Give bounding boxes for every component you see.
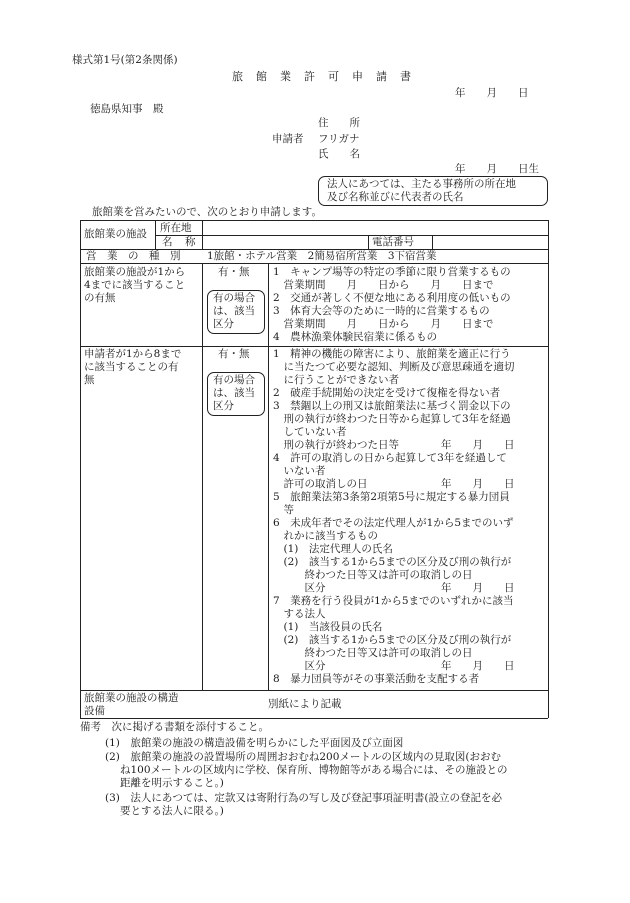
- q2-bracket-text: 有の場合 は、該当 区分: [213, 374, 255, 412]
- remark-item-2-cont1: ね100メートルの区域内に学校、保育所、博物館等がある場合には、その施設との: [120, 764, 508, 776]
- remark-item-3-cont: 要とする法人に限る。): [120, 805, 224, 817]
- remark-item-1: (1) 旅館業の施設の構造設備を明らかにした平面図及び立面図: [105, 737, 404, 749]
- remark-item-3: (3) 法人にあつては、定款又は寄附行為の写し及び登記事項証明書(設立の登記を必: [105, 792, 502, 804]
- business-type-value: 1旅館・ホテル営業 2簡易宿所営業 3下宿営業: [207, 250, 437, 262]
- phone-label: 電話番号: [372, 236, 414, 248]
- applicant-label: 申請者: [272, 133, 304, 145]
- structure-value: 別紙により記載: [268, 698, 342, 710]
- intro-text: 旅館業を営みたいので、次のとおり申請します。: [92, 206, 322, 218]
- business-type-label: 営 業 の 種 別: [86, 250, 181, 262]
- q1-label: 旅館業の施設が1から 4までに該当すること の有無: [84, 266, 186, 304]
- facility-name-label: 名 称: [162, 236, 197, 248]
- q2-items: 1 精神の機能の障害により、旅館業を適正に行う に当たつて必要な認知、判断及び意思疎通を適切 に行うことができない者 2 破産手続開始の決定を受けて復権を得ない者 3 禁錮以上の刑又は旅館業法に基づく罰金以下の 刑の執行が終わつた日等から起算して3年を経過 していない者 刑の執行が終わつた日等 年 月 日 4 許可の取消しの日から起算して3年を経過して いない者 許可の取消しの日 年 月 日 5 旅館業法第3条第2項第5号に規定する暴力団員 等 6 未成年者でその法定代理人が1から5までのいず れかに該当するもの (1) 法定代理人の氏名 (2) 該当する1から5までの区分及び刑の執行が 終わつた日等又は許可の取消しの日 区分 年 月 日 7 業務を行う役員が1から5までのいずれかに該当 する法人 (1) 当該役員の氏名 (2) 該当する1から5までの区分及び刑の執行が 終わつた日等又は許可の取消しの日 区分 年 月 日 8 暴力団員等がその事業活動を支配する者: [273, 348, 515, 685]
- page-title: 旅 館 業 許 可 申 請 書: [232, 70, 412, 83]
- remark-item-2-cont2: 距離を明示すること。): [120, 777, 224, 789]
- facility-label: 旅館業の施設: [84, 228, 147, 240]
- q1-items: 1 キャンプ場等の特定の季節に限り営業するもの 営業期間 月 日から 月 日まで 2 交通が著しく不便な地にある利用度の低いもの 3 体育大会等のために一時的に営業するもの 営業期間 月 日から 月 日まで 4 農林漁業体験民宿業に係るもの: [273, 266, 511, 343]
- corporation-note-line1: 法人にあつては、主たる事務所の所在地: [327, 178, 516, 190]
- application-date: 年 月 日: [455, 87, 529, 99]
- remark-item-2: (2) 旅館業の施設の設置場所の周囲おおむね200メートルの区域内の見取図(おおむ: [105, 751, 502, 763]
- addressee: 徳島県知事 殿: [90, 103, 164, 115]
- q2-label: 申請者が1から8まで に該当することの有 無: [84, 348, 182, 386]
- location-label: 所在地: [160, 222, 192, 234]
- q2-yes-no: 有・無: [218, 348, 250, 360]
- structure-label: 旅館業の施設の構造 設備: [84, 692, 179, 717]
- form-number: 様式第1号(第2条関係): [72, 54, 178, 66]
- furigana-label: フリガナ: [318, 133, 360, 145]
- name-label: 氏 名: [318, 148, 360, 160]
- q1-bracket-text: 有の場合 は、該当 区分: [213, 292, 255, 330]
- address-label: 住 所: [318, 117, 360, 129]
- corporation-note-line2: 及び名称並びに代表者の氏名: [327, 191, 464, 203]
- remarks-heading: 備考 次に掲げる書類を添付すること。: [80, 721, 269, 733]
- birth-date: 年 月 日生: [455, 163, 539, 175]
- q1-yes-no: 有・無: [218, 266, 250, 278]
